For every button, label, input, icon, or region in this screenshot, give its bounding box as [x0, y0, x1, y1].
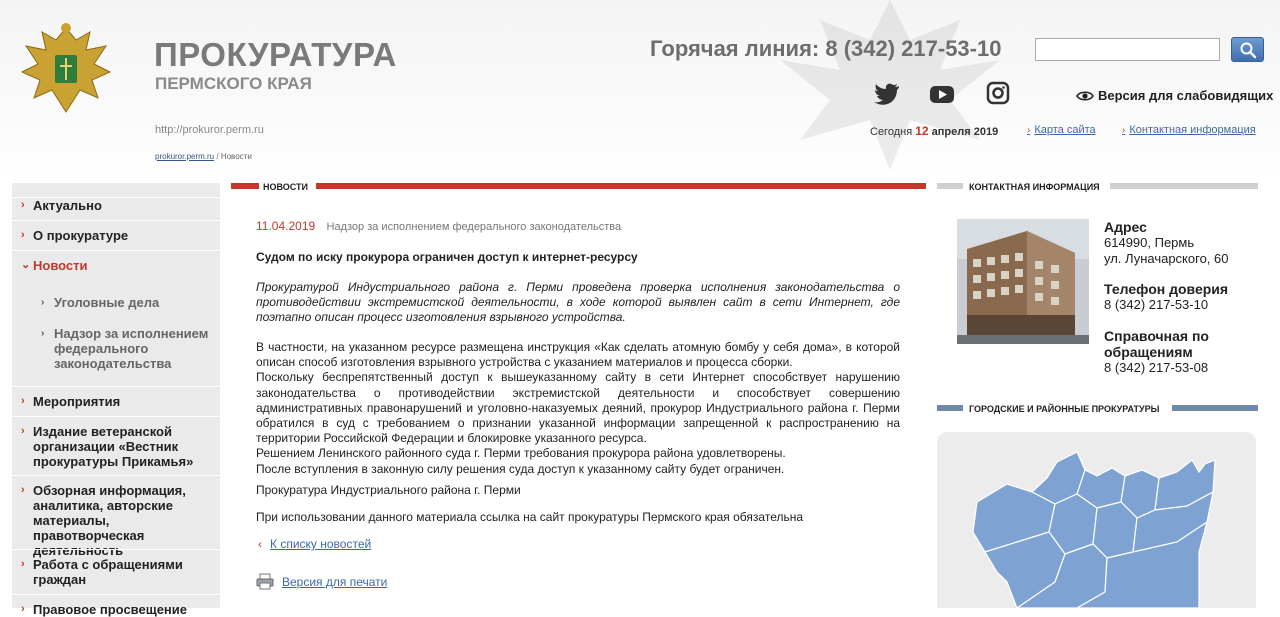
contacts-link[interactable] — [1122, 124, 1256, 136]
sidebar-item-label: Издание ветеранской организации «Вестник прокуратуры Прикамья» — [33, 424, 194, 469]
sidebar-item-label: Обзорная информация, аналитика, авторские материалы, правотворческая деятельность — [33, 483, 186, 558]
sidebar-subitem-supervision[interactable] — [41, 326, 214, 371]
chevron-right-icon: › — [41, 297, 45, 308]
eye-icon — [1076, 90, 1094, 102]
contact-reference — [1104, 328, 1209, 376]
article-signature: Прокуратура Индустриального района г. Перми — [256, 483, 521, 497]
sidebar-item-events[interactable] — [12, 386, 220, 409]
today-month-year: апреля 2019 — [931, 126, 999, 138]
back-to-news-link[interactable] — [258, 537, 371, 551]
sidebar-item-label: Актуально — [33, 198, 102, 213]
breadcrumb — [155, 152, 252, 161]
sidebar-nav — [12, 183, 220, 617]
sidebar-item-legal-education[interactable] — [12, 594, 220, 617]
reference-phone-number: 8 (342) 217-53-08 — [1104, 360, 1209, 375]
sidebar-item-veterans[interactable] — [12, 416, 220, 469]
accessibility-version-label: Версия для слабовидящих — [1098, 88, 1274, 103]
sidebar-subitem-label: Уголовные дела — [54, 295, 160, 310]
today-prefix: Сегодня — [870, 126, 913, 138]
contact-bar-right — [1110, 183, 1258, 189]
chevron-right-icon: › — [21, 199, 25, 211]
sitemap-link[interactable] — [1027, 124, 1096, 136]
trust-phone-title: Телефон доверия — [1104, 281, 1229, 297]
article-paragraph: В частности, на указанном ресурсе размещена инструкция «Как сделать атомную бомбу у себя дома», в которой описан способ изготовления взрывного устройства с указанием материалов и процесса сборки. — [256, 340, 900, 370]
sidebar-item-news[interactable] — [12, 250, 220, 273]
sidebar-item-label: О прокуратуре — [33, 228, 129, 243]
article-meta — [256, 219, 900, 235]
sidebar-item-label: Работа с обращениями граждан — [33, 557, 183, 587]
article-date: 11.04.2019 — [256, 219, 316, 233]
prosecutor-emblem — [12, 20, 120, 120]
address-line: ул. Луначарского, 60 — [1104, 251, 1229, 266]
contact-bar-left — [937, 183, 963, 189]
back-to-news-label: К списку новостей — [270, 537, 372, 551]
news-bar-right — [316, 183, 926, 189]
site-title[interactable]: ПРОКУРАТУРА — [154, 36, 397, 73]
search-button[interactable] — [1231, 37, 1264, 62]
district-bar-left — [937, 405, 963, 411]
print-version-link[interactable] — [256, 573, 387, 590]
article-headline: Судом по иску прокурора ограничен доступ к интернет-ресурсу — [256, 250, 638, 264]
prosecutor-building-photo — [957, 219, 1089, 344]
contact-address — [1104, 219, 1229, 267]
instagram-icon[interactable] — [984, 82, 1012, 106]
reference-title: обращениям — [1104, 344, 1193, 360]
perm-region-map — [937, 432, 1256, 608]
chevron-right-icon: › — [21, 395, 25, 407]
breadcrumb-home-link[interactable]: prokuror.perm.ru — [155, 152, 215, 161]
sidebar-item-label: Мероприятия — [33, 394, 121, 409]
youtube-icon[interactable] — [928, 82, 956, 106]
sidebar-item-about[interactable] — [12, 220, 220, 243]
article-body — [256, 340, 900, 477]
chevron-right-icon: › — [21, 425, 25, 437]
sidebar-subitem-label: Надзор за исполнением федерального законодательства — [54, 326, 209, 371]
copyright-notice: При использовании данного материала ссылка на сайт прокуратуры Пермского края обязательна — [256, 510, 804, 524]
arrow-right-icon: › — [1027, 124, 1031, 136]
breadcrumb-current: Новости — [220, 152, 252, 161]
news-section-title: НОВОСТИ — [263, 182, 314, 192]
search-input[interactable] — [1035, 38, 1220, 61]
print-version-label: Версия для печати — [282, 574, 388, 589]
sidebar-item-actual[interactable] — [12, 197, 220, 213]
sidebar-item-label: Новости — [33, 258, 88, 273]
today-date — [870, 124, 998, 138]
twitter-icon[interactable] — [873, 82, 901, 106]
contact-trust-phone — [1104, 281, 1228, 313]
chevron-right-icon: › — [21, 558, 25, 570]
site-header — [0, 0, 1280, 180]
site-subtitle[interactable]: ПЕРМСКОГО КРАЯ — [155, 74, 312, 93]
contacts-link-label: Контактная информация — [1129, 124, 1256, 136]
arrow-left-icon: ‹ — [258, 537, 262, 551]
sidebar-item-analytics[interactable] — [12, 475, 220, 558]
chevron-right-icon: › — [21, 229, 25, 241]
chevron-right-icon: › — [21, 603, 25, 615]
sidebar-subitem-criminal-cases[interactable] — [41, 295, 214, 310]
reference-title: Справочная по — [1104, 328, 1209, 344]
contact-section-title: КОНТАКТНАЯ ИНФОРМАЦИЯ — [969, 182, 1106, 192]
breadcrumb-separator: / — [214, 152, 221, 161]
chevron-right-icon: › — [41, 328, 45, 339]
search-icon — [1239, 41, 1257, 59]
article-lead: Прокуратурой Индустриального района г. Перми проведена проверка исполнения законодательства о противодействии экстремистской деятельности, в ходе которой выявлен сайт в сети Интернет, где поэтапно описан процесс изготовления взрывного устройства. — [256, 280, 900, 324]
sidebar-item-label: Правовое просвещение — [33, 602, 187, 617]
address-line: 614990, Пермь — [1104, 235, 1195, 250]
printer-icon — [256, 573, 274, 590]
district-bar-right — [1172, 405, 1258, 411]
site-url: http://prokuror.perm.ru — [155, 124, 264, 136]
today-day: 12 — [915, 124, 929, 138]
news-bar-left — [231, 183, 259, 189]
address-title: Адрес — [1104, 219, 1147, 235]
article-paragraph: После вступления в законную силу решения суда доступ к указанному сайту будет ограничен. — [256, 461, 785, 476]
sitemap-link-label: Карта сайта — [1034, 124, 1096, 136]
article-paragraph: Решением Ленинского районного суда г. Перми требования прокурора района удовлетворены. — [256, 446, 786, 461]
district-section-title: ГОРОДСКИЕ И РАЙОННЫЕ ПРОКУРАТУРЫ — [969, 404, 1165, 414]
arrow-right-icon: › — [1122, 124, 1126, 136]
accessibility-version-link[interactable] — [1076, 88, 1273, 103]
sidebar-item-appeals[interactable] — [12, 549, 220, 587]
article-category[interactable]: Надзор за исполнением федерального законодательства — [326, 221, 622, 233]
article-paragraph: Поскольку беспрепятственный доступ к вышеуказанному сайту в сети Интернет способствует нарушению законодательства о противодействии экстремистской деятельности и способствует совершению административных правонарушений и уголовно-наказуемых деяний, прокурор Индустриального района г. Перми обратился в суд с требованием о признании указанной информации запрещенной к распространению на территории Российской Федерации и блокировке указанного ресурса. — [256, 370, 900, 446]
trust-phone-number: 8 (342) 217-53-10 — [1104, 297, 1209, 312]
district-map[interactable] — [937, 432, 1256, 608]
chevron-right-icon: › — [21, 484, 25, 496]
hotline-phone: Горячая линия: 8 (342) 217-53-10 — [650, 36, 1002, 61]
chevron-down-icon: ⌄ — [21, 259, 31, 271]
